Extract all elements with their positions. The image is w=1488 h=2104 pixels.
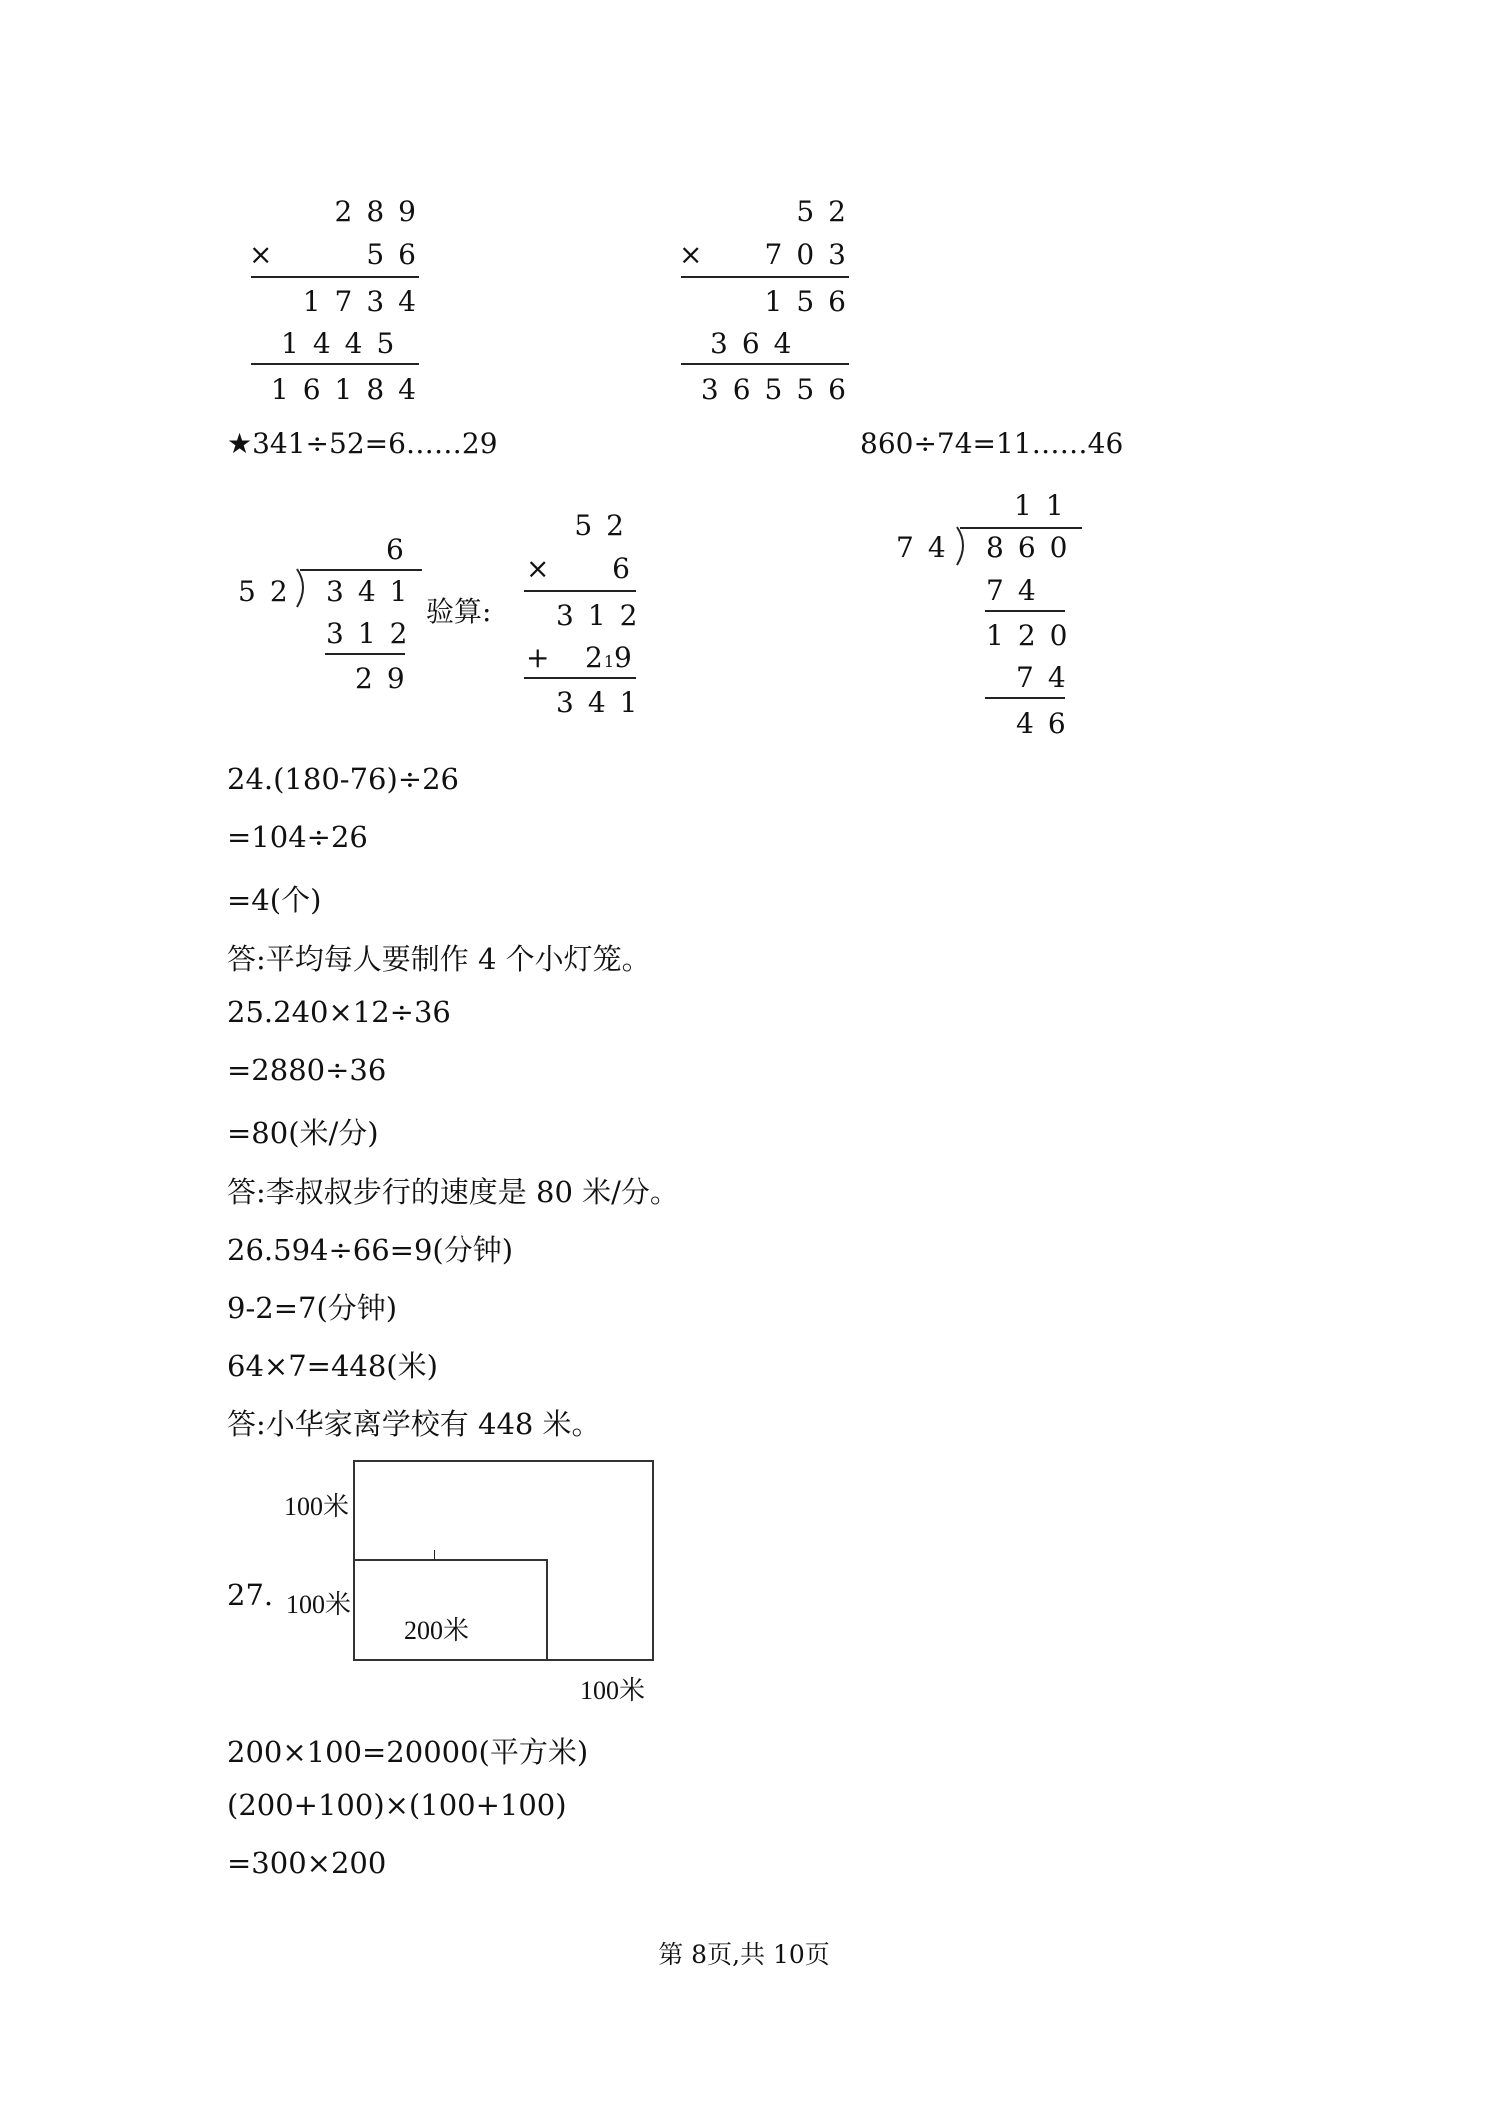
multiplier: 56 (366, 238, 430, 271)
check-multiplier: 6 (612, 552, 630, 585)
product: 36556 (700, 373, 860, 406)
division-bar (300, 569, 422, 571)
multiplicand: 289 (334, 195, 430, 228)
subtrahend-1: 74 (986, 574, 1050, 607)
divider-line (325, 653, 405, 655)
divider-line (524, 590, 636, 592)
divider-line (681, 363, 849, 365)
q25-expression: 25.240×12÷36 (227, 995, 451, 1029)
times-sign: × (526, 552, 550, 585)
multiplicand: 52 (796, 195, 860, 228)
partial-product-2: 1445 (281, 327, 409, 360)
q24-result: =4(个) (227, 883, 322, 917)
divider-line (251, 363, 419, 365)
division-1-title: ★341÷52=6……29 (227, 427, 498, 460)
tick-mark (434, 1550, 435, 1560)
divider-line (985, 697, 1065, 699)
subtrahend: 312 (326, 617, 422, 650)
q27-line-2: (200+100)×(100+100) (227, 1788, 567, 1822)
label-bottom: 100米 (580, 1676, 646, 1705)
dividend: 860 (986, 531, 1082, 564)
divider-line (524, 677, 636, 679)
q25-result: =80(米/分) (227, 1116, 379, 1150)
q26-step-2: 64×7=448(米) (227, 1349, 438, 1383)
remainder: 29 (355, 662, 419, 695)
subtrahend-2: 74 (1016, 661, 1080, 694)
remainder: 46 (1016, 707, 1080, 740)
label-mid-left: 100米 (286, 1590, 352, 1619)
check-result: 341 (556, 686, 652, 719)
carry-mark: 1 (603, 652, 615, 671)
q26-step-1: 9-2=7(分钟) (227, 1291, 398, 1325)
q26-expression: 26.594÷66=9(分钟) (227, 1233, 514, 1267)
multiplier: 703 (764, 238, 860, 271)
label-top-left: 100米 (284, 1492, 350, 1521)
dividend: 341 (326, 575, 422, 608)
page-footer: 第 8页,共 10页 (658, 1940, 830, 1969)
q24-answer: 答:平均每人要制作 4 个小灯笼。 (227, 942, 651, 976)
times-sign: × (249, 238, 273, 271)
q25-step: =2880÷36 (227, 1053, 387, 1087)
partial-product-1: 156 (764, 285, 860, 318)
product: 16184 (270, 373, 430, 406)
check-multiplicand: 52 (574, 509, 638, 542)
partial-product-1: 1734 (302, 285, 430, 318)
q27-label: 27. (227, 1578, 274, 1612)
plus-sign: + (526, 641, 550, 674)
q24-expression: 24.(180-76)÷26 (227, 762, 459, 796)
division-bar (960, 527, 1082, 529)
check-product: 312 (556, 599, 652, 632)
label-inner: 200米 (404, 1616, 470, 1645)
division-2-title: 860÷74=11……46 (860, 427, 1124, 460)
quotient: 11 (1014, 489, 1078, 522)
divisor: 52 (238, 575, 302, 608)
divider-line (681, 276, 849, 278)
partial-product-2: 364 (710, 327, 806, 360)
q27-line-3: =300×200 (227, 1846, 387, 1880)
q25-answer: 答:李叔叔步行的速度是 80 米/分。 (227, 1175, 679, 1209)
times-sign: × (679, 238, 703, 271)
divider-line (985, 610, 1065, 612)
check-label: 验算: (426, 595, 492, 628)
divisor: 74 (896, 531, 960, 564)
check-addend: 219 (585, 641, 632, 674)
partial-dividend: 120 (986, 619, 1082, 652)
q27-line-1: 200×100=20000(平方米) (227, 1735, 589, 1769)
divider-line (251, 276, 419, 278)
q24-step: =104÷26 (227, 820, 368, 854)
quotient: 6 (386, 533, 404, 566)
q26-answer: 答:小华家离学校有 448 米。 (227, 1407, 601, 1441)
